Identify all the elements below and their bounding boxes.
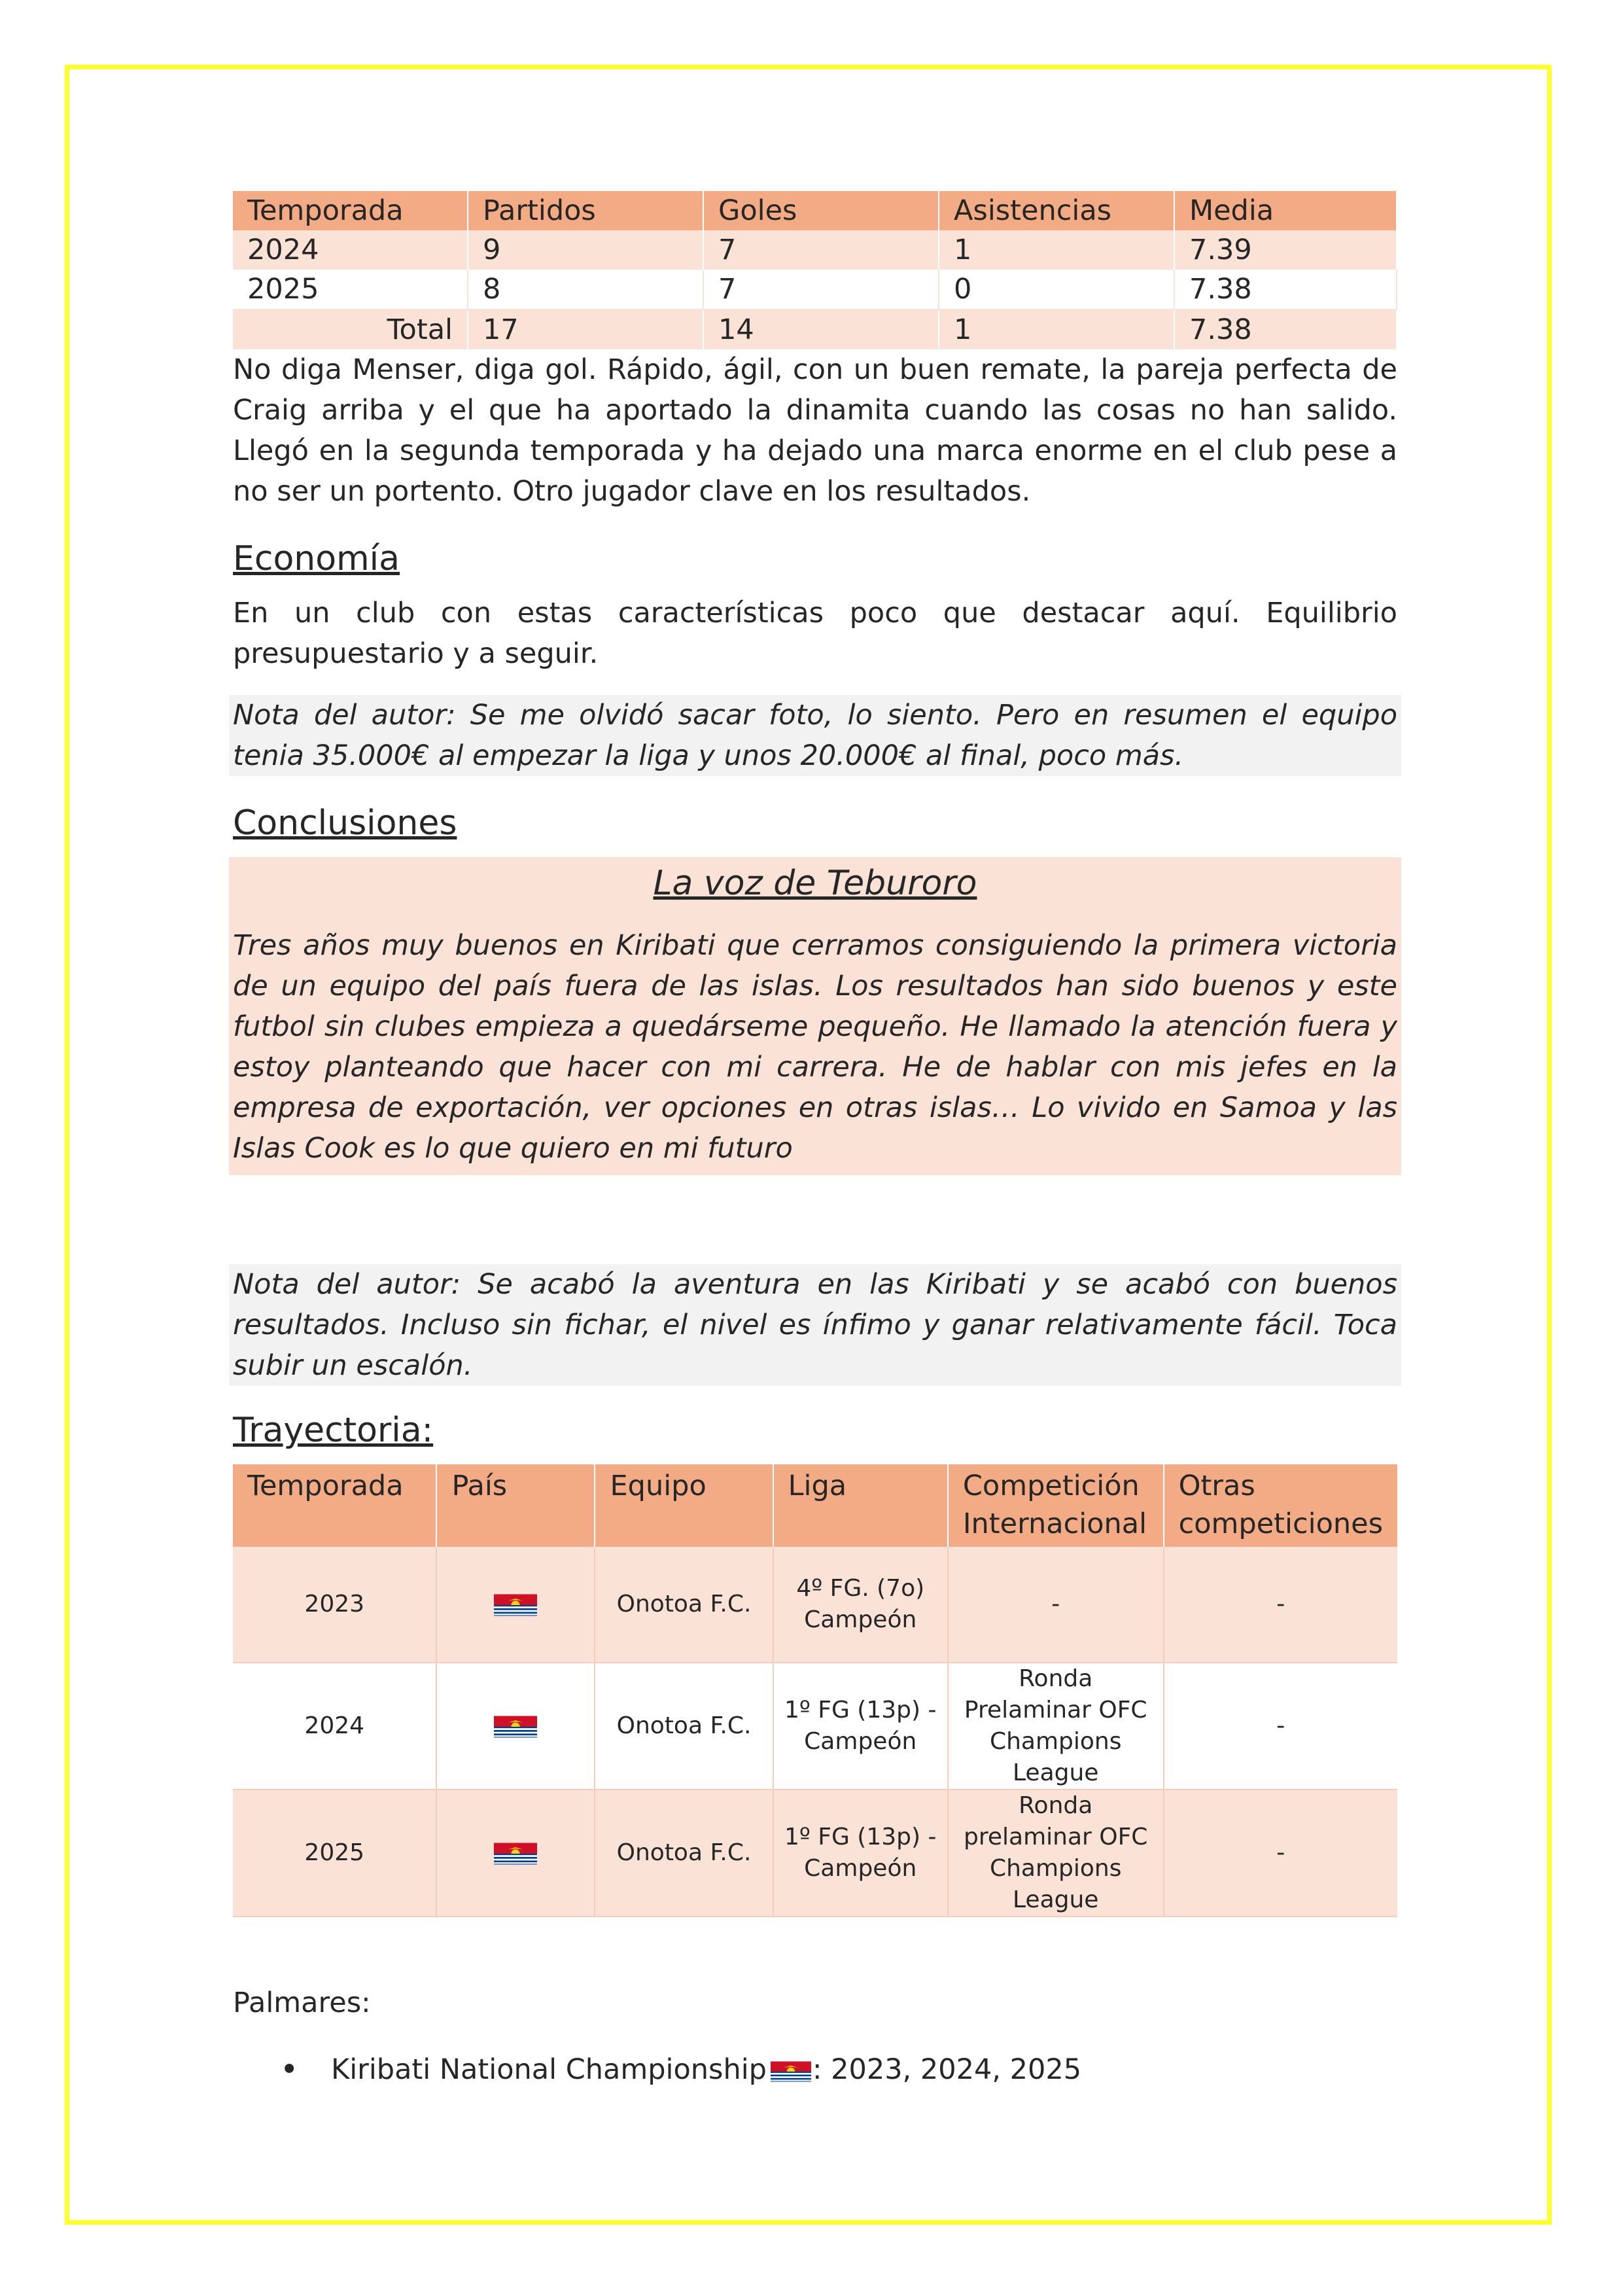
economia-text: En un club con estas características poco que destacar aquí. Equilibrio presupuestario y a seguir. xyxy=(233,597,1397,670)
career-other: - xyxy=(1164,1663,1397,1790)
economia-author-note: Nota del autor: Se me olvidó sacar foto, lo siento. Pero en resumen el equipo tenia 35.000€ al empezar la liga y unos 20.000€ al final, poco más. xyxy=(229,695,1401,776)
career-header-row xyxy=(233,1464,1397,1547)
list-item xyxy=(331,2049,1397,2090)
career-country xyxy=(436,1547,595,1663)
career-international: - xyxy=(948,1547,1164,1663)
player-description: No diga Menser, diga gol. Rápido, ágil, con un buen remate, la pareja perfecta de Craig arriba y el que ha aportado la dinamita cuando las cosas no han salido. Llegó en la segunda temporada y ha dejado una marca enorme en el club pese a no ser un portento. Otro jugador clave en los resultados. xyxy=(233,353,1397,508)
career-country xyxy=(436,1790,595,1916)
stats-header-cell: Asistencias xyxy=(939,191,1174,230)
voice-title: La voz de Teburoro xyxy=(653,864,977,903)
career-country xyxy=(436,1663,595,1790)
voice-box xyxy=(229,857,1401,1175)
stats-total-row xyxy=(233,309,1397,349)
stats-header-cell: Goles xyxy=(703,191,939,230)
stats-cell: 1 xyxy=(939,230,1174,270)
stats-cell: 7 xyxy=(703,230,939,270)
career-international: Ronda Prelaminar OFC Champions League xyxy=(948,1663,1164,1790)
stats-cell: 7.39 xyxy=(1174,230,1397,270)
conclusiones-author-note: Nota del autor: Se acabó la aventura en las Kiribati y se acabó con buenos resultados. Incluso sin fichar, el nivel es ínfimo y ganar relativamente fácil. Toca subir un escalón. xyxy=(229,1264,1401,1386)
table-row xyxy=(233,1790,1397,1916)
career-other: - xyxy=(1164,1547,1397,1663)
stats-total-label: Total xyxy=(233,309,468,349)
stats-cell: 9 xyxy=(468,230,703,270)
economia-heading: Economía xyxy=(233,539,400,578)
stats-cell: 1 xyxy=(939,309,1174,349)
trayectoria-heading: Trayectoria: xyxy=(233,1411,434,1450)
stats-header-cell: Temporada xyxy=(233,191,468,230)
stats-cell: 7.38 xyxy=(1174,270,1397,309)
stats-header-cell: Partidos xyxy=(468,191,703,230)
table-row xyxy=(233,270,1397,309)
career-header-cell: Temporada xyxy=(233,1464,436,1547)
kiribati-flag-icon xyxy=(494,1593,537,1617)
career-other: - xyxy=(1164,1790,1397,1916)
career-team: Onotoa F.C. xyxy=(595,1790,773,1916)
honour-years: : 2023, 2024, 2025 xyxy=(812,2053,1082,2086)
career-season: 2025 xyxy=(233,1790,436,1916)
stats-cell: 0 xyxy=(939,270,1174,309)
career-table xyxy=(233,1464,1397,1917)
voice-text: Tres años muy buenos en Kiribati que cerramos consiguiendo la primera victoria de un equipo del país fuera de las islas. Los resultados han sido buenos y este futbol sin clubes empieza a quedárseme pequeño. He llamado la atención fuera y estoy planteando que hacer con mi carrera. He de hablar con mis jefes en la empresa de exportación, ver opciones en otras islas… Lo vivido en Samoa y las Islas Cook es lo que quiero en mi futuro xyxy=(233,929,1397,1165)
table-row xyxy=(233,1663,1397,1790)
stats-cell: 7.38 xyxy=(1174,309,1397,349)
conclusiones-heading: Conclusiones xyxy=(233,804,457,843)
stats-cell: 14 xyxy=(703,309,939,349)
palmares-heading: Palmares: xyxy=(233,1987,371,2019)
honours-list xyxy=(233,2049,1397,2090)
career-league: 1º FG (13p) - Campeón xyxy=(773,1663,948,1790)
player-stats-table xyxy=(233,191,1397,349)
stats-cell: 8 xyxy=(468,270,703,309)
stats-cell: 7 xyxy=(703,270,939,309)
career-header-cell: País xyxy=(436,1464,595,1547)
career-league: 4º FG. (7o) Campeón xyxy=(773,1547,948,1663)
stats-cell: 2025 xyxy=(233,270,468,309)
career-header-cell: Competición Internacional xyxy=(948,1464,1164,1547)
kiribati-flag-icon xyxy=(771,2060,811,2083)
career-season: 2024 xyxy=(233,1663,436,1790)
document-content xyxy=(233,191,1397,2090)
stats-header-cell: Media xyxy=(1174,191,1397,230)
honour-name: Kiribati National Championship xyxy=(331,2053,767,2086)
stats-header-row xyxy=(233,191,1397,230)
career-header-cell: Liga xyxy=(773,1464,948,1547)
kiribati-flag-icon xyxy=(494,1842,537,1865)
stats-cell: 17 xyxy=(468,309,703,349)
table-row xyxy=(233,1547,1397,1663)
kiribati-flag-icon xyxy=(494,1715,537,1739)
career-team: Onotoa F.C. xyxy=(595,1547,773,1663)
career-season: 2023 xyxy=(233,1547,436,1663)
career-league: 1º FG (13p) - Campeón xyxy=(773,1790,948,1916)
career-header-cell: Otras competiciones xyxy=(1164,1464,1397,1547)
career-header-cell: Equipo xyxy=(595,1464,773,1547)
career-team: Onotoa F.C. xyxy=(595,1663,773,1790)
table-row xyxy=(233,230,1397,270)
career-international: Ronda prelaminar OFC Champions League xyxy=(948,1790,1164,1916)
stats-cell: 2024 xyxy=(233,230,468,270)
